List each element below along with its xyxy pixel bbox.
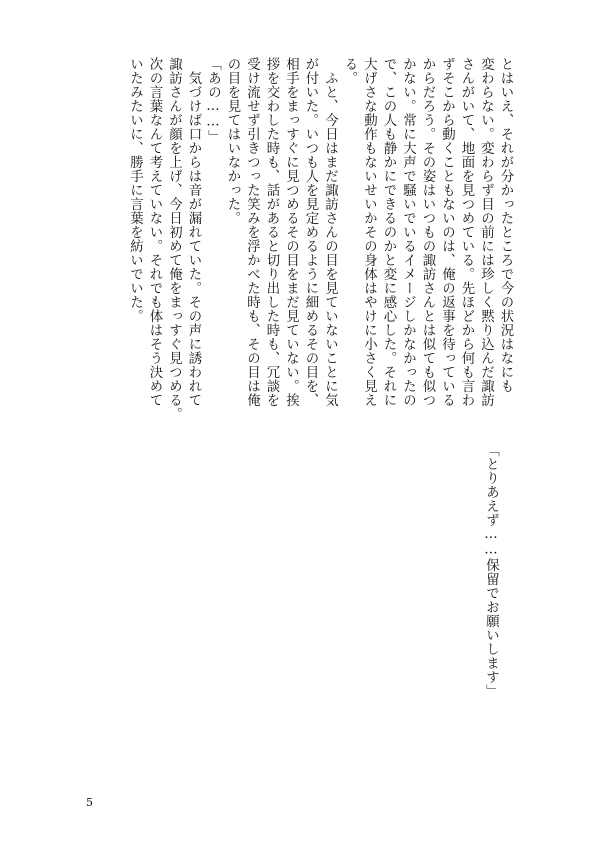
page-number: 5 <box>86 796 93 809</box>
text-line: 諏訪さんが顔を上げ、今日初めて俺をまっすぐ見つめる。 <box>166 57 182 421</box>
text-line: からだろう。その姿はいつもの諏訪さんとは似ても似つ <box>420 57 435 407</box>
text-line: かない。常に大声で騒いでいるイメージしかなかったの <box>400 57 416 407</box>
text-line: 変わらない。変わらず目の前には珍しく黙り込んだ諏訪 <box>478 57 494 407</box>
text-line: 気づけば口からは音が漏れていた。その声に誘われて <box>186 57 201 407</box>
text-line: 「あの……」 <box>205 57 221 145</box>
text-line: いたみたいに、勝手に言葉を紡いでいた。 <box>127 57 143 323</box>
text-line: 大げさな動作もないせいかその身体はやけに小さく見え <box>361 57 377 407</box>
text-line: 拶を交わした時も、話があると切り出した時も、冗談を <box>264 57 279 407</box>
text-line: さんがいて、地面を見つめている。先ほどから何も言わ <box>459 57 474 407</box>
text-line: 受け流せず引きつった笑みを浮かべた時も、その目は俺 <box>244 57 260 407</box>
text-line: 相手をまっすぐに見つめるその目をまだ見ていない。挨 <box>283 57 299 407</box>
body-text <box>125 57 515 421</box>
dialogue-line: 「とりあえず……保留でお願いします」 <box>483 443 499 699</box>
text-line: の目を見てはいなかった。 <box>225 57 240 225</box>
text-line: で、この人も静かにできるのかと変に感心した。それに <box>381 57 396 407</box>
text-line: 次の言葉なんて考えていない。それでも体はそう決めて <box>147 57 162 407</box>
text-line: ふと、今日はまだ諏訪さんの目を見ていないことに気 <box>322 57 338 407</box>
text-line: ずそこから動くこともないのは、俺の返事を待っている <box>439 57 455 407</box>
text-line: る。 <box>342 57 357 85</box>
text-line: とはいえ、それが分かったところで今の状況はなにも <box>498 57 513 393</box>
text-line: が付いた。いつも人を見定めるように細めるその目を、 <box>303 57 318 407</box>
